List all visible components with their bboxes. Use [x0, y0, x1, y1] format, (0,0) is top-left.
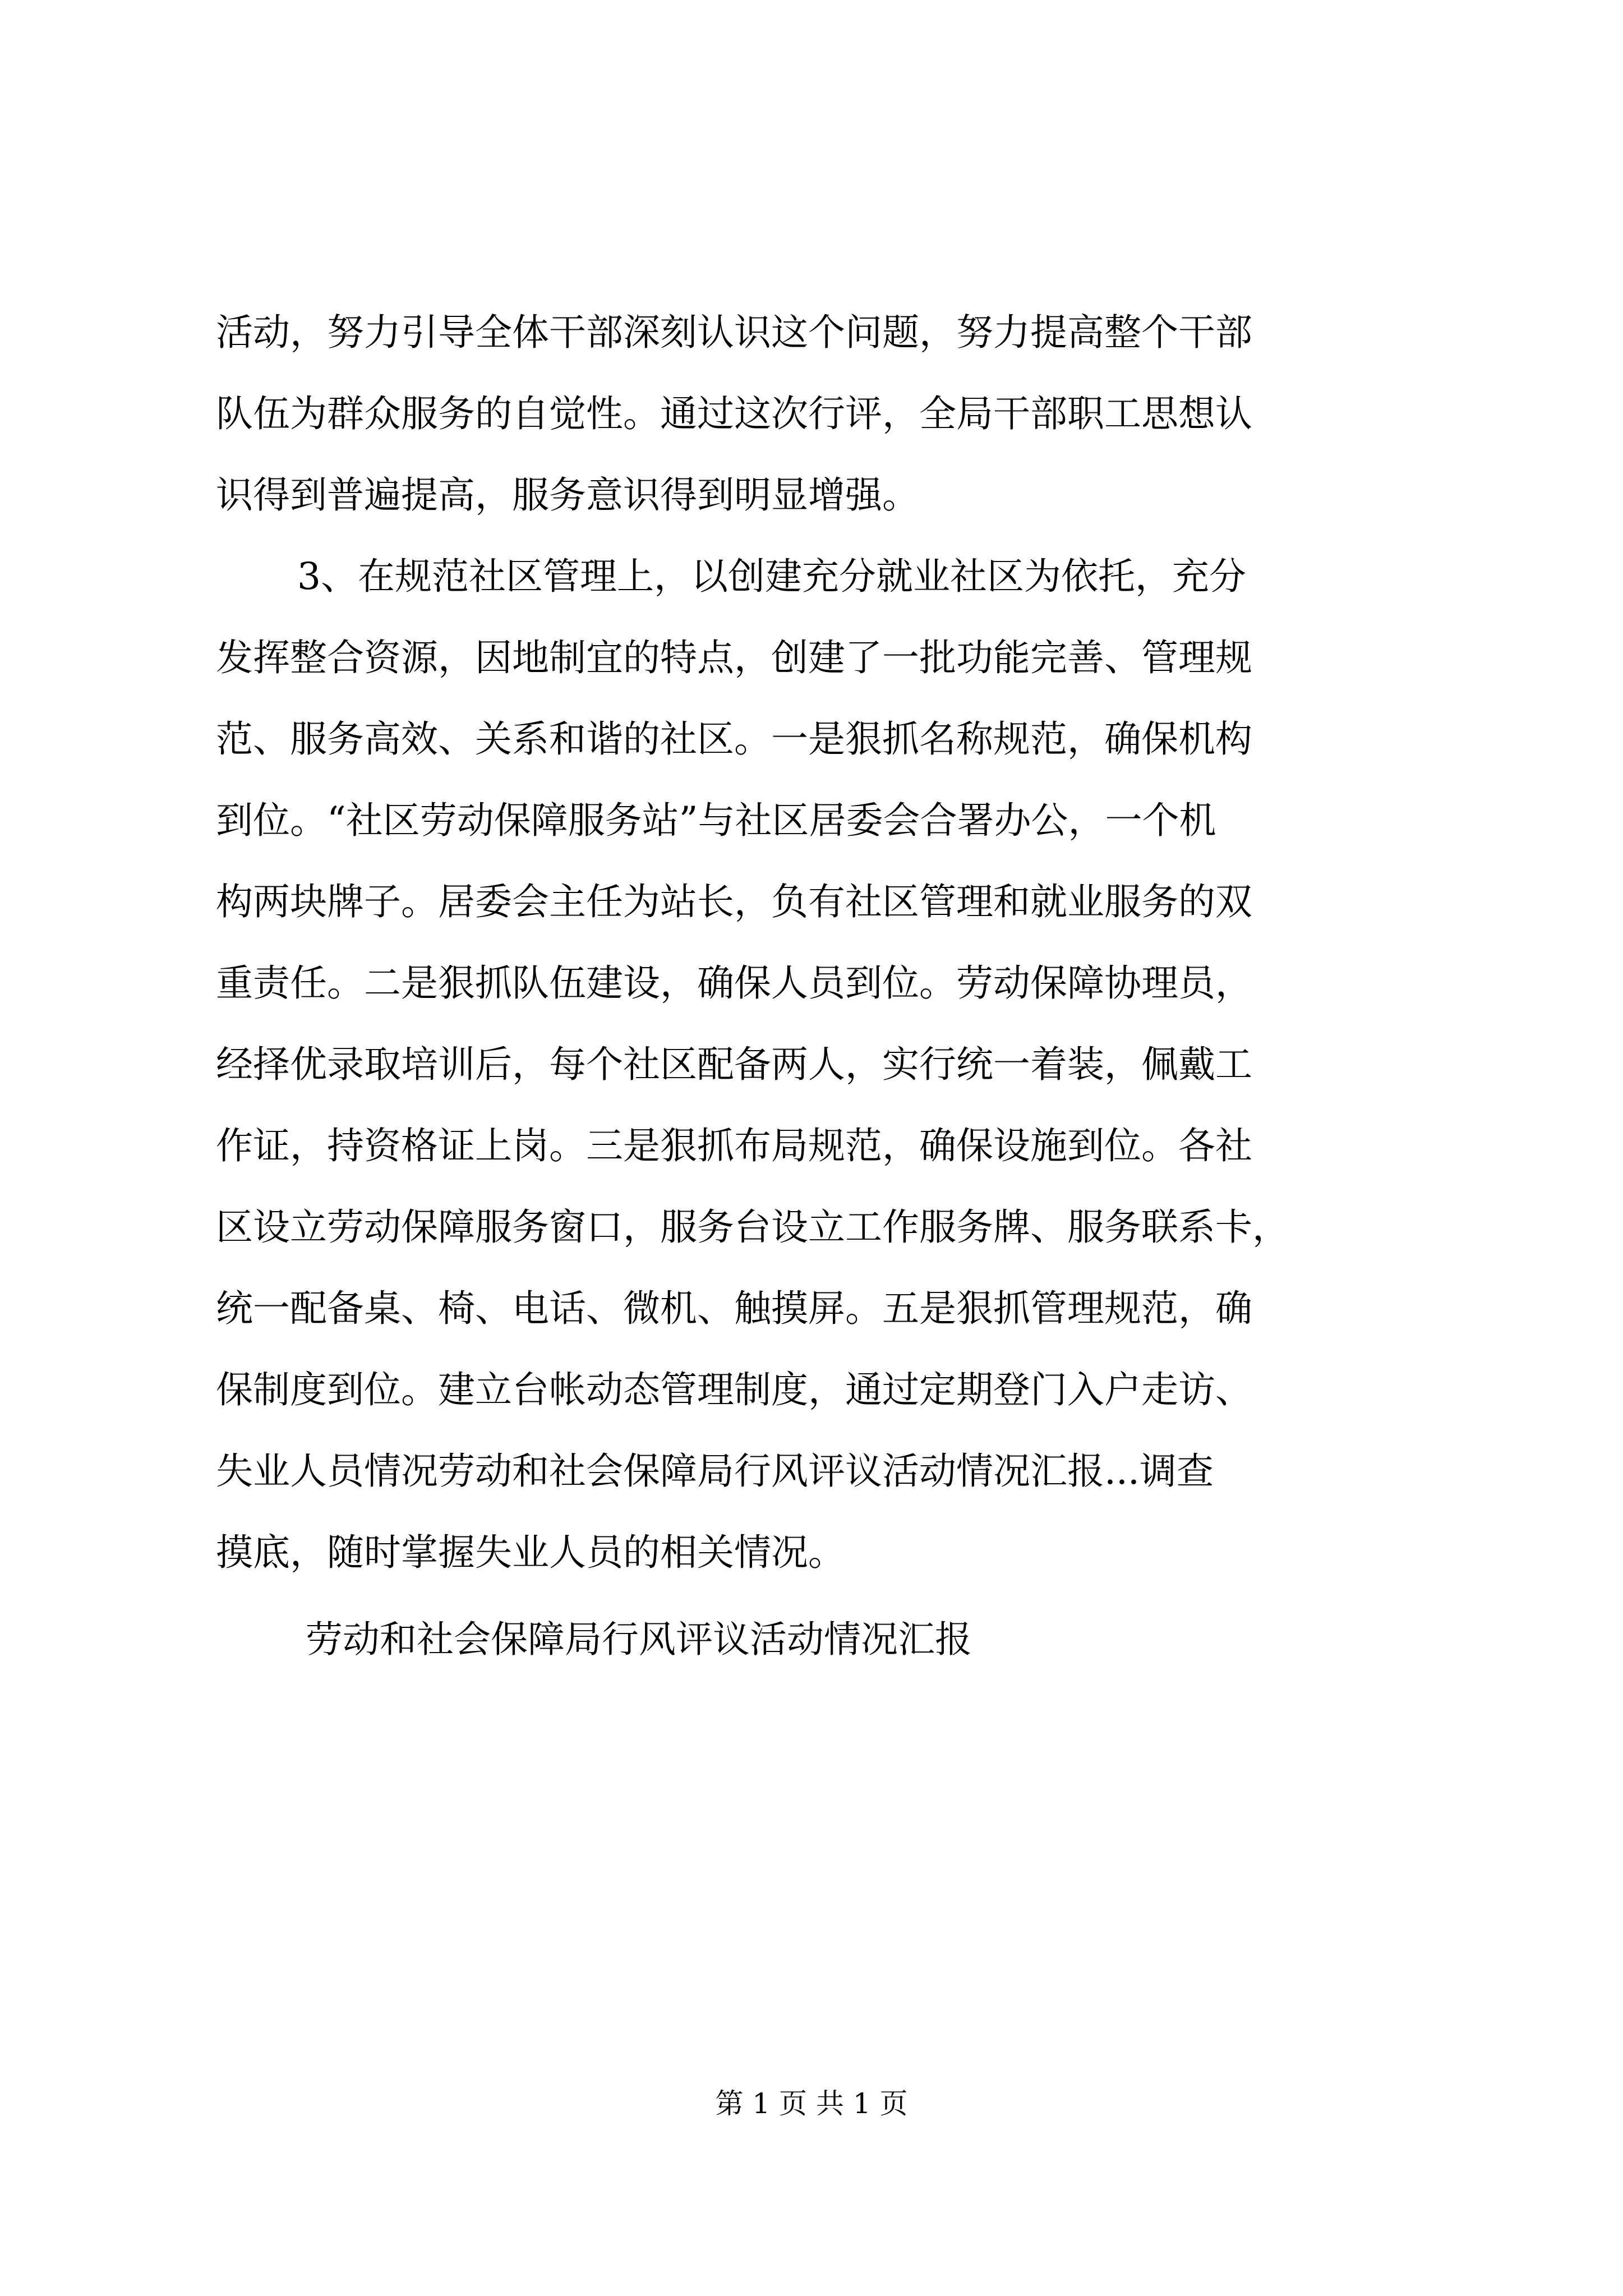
- paragraph-line: 作证，持资格证上岗。三是狠抓布局规范，确保设施到位。各社: [216, 1124, 1252, 1167]
- paragraph-line: 重责任。二是狠抓队伍建设，确保人员到位。劳动保障协理员，: [216, 961, 1252, 1005]
- paragraph-line: 经择优录取培训后，每个社区配备两人，实行统一着装，佩戴工: [216, 1043, 1252, 1086]
- closing-title: 劳动和社会保障局行风评议活动情况汇报: [306, 1618, 972, 1661]
- paragraph-line: 范、服务高效、关系和谐的社区。一是狠抓名称规范，确保机构: [216, 717, 1252, 761]
- paragraph-line: 统一配备桌、椅、电话、微机、触摸屏。五是狠抓管理规范，确: [216, 1287, 1252, 1330]
- paragraph-line: 构两块牌子。居委会主任为站长，负有社区管理和就业服务的双: [216, 880, 1252, 923]
- paragraph-line: 发挥整合资源，因地制宜的特点，创建了一批功能完善、管理规: [216, 636, 1252, 679]
- paragraph-line: 到位。“社区劳动保障服务站”与社区居委会合署办公，一个机: [216, 799, 1216, 842]
- paragraph-line: 失业人员情况劳动和社会保障局行风评议活动情况汇报...调查: [216, 1450, 1214, 1493]
- page-footer: 第 1 页 共 1 页: [715, 2087, 908, 2120]
- paragraph-line: 区设立劳动保障服务窗口，服务台设立工作服务牌、服务联系卡，: [216, 1205, 1289, 1249]
- paragraph-line: 识得到普遍提高，服务意识得到明显增强。: [216, 473, 919, 517]
- paragraph-line: 3、在规范社区管理上，以创建充分就业社区为依托，充分: [297, 555, 1246, 598]
- paragraph-line: 活动，努力引导全体干部深刻认识这个问题，努力提高整个干部: [216, 311, 1252, 354]
- paragraph-line: 摸底，随时掌握失业人员的相关情况。: [216, 1531, 845, 1574]
- paragraph-line: 队伍为群众服务的自觉性。通过这次行评，全局干部职工思想认: [216, 392, 1252, 435]
- paragraph-line: 保制度到位。建立台帐动态管理制度，通过定期登门入户走访、: [216, 1368, 1252, 1411]
